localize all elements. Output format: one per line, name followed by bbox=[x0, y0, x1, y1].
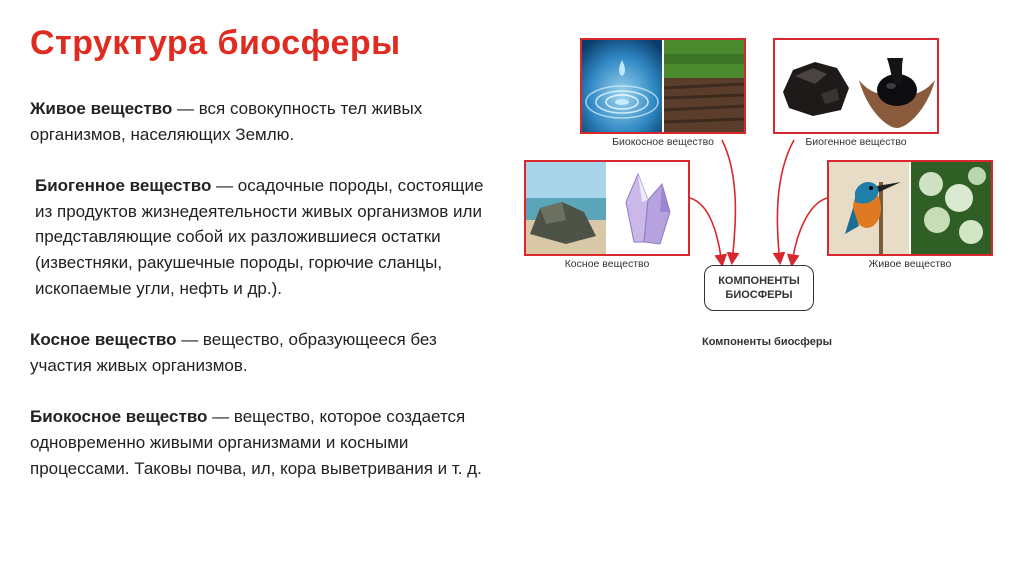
definition-kosnoe bbox=[30, 327, 500, 378]
caption-biogennoe: Биогенное вещество bbox=[805, 136, 907, 148]
definition-zhivoe-text: — вся совокупность тел живых организмов, населяющих Землю. bbox=[30, 99, 423, 144]
term-kosnoe: Косное вещество bbox=[30, 330, 177, 350]
definition-biogennoe-text: — осадочные породы, состоящие из продуктов жизнедеятельности живых организмов или представляющие собой их разложившиеся остатки (известняки, ракушечные породы, горючие сланцы, ископаемые угли, нефть и др.). bbox=[35, 176, 484, 298]
figure-caption: Компоненты биосферы bbox=[702, 336, 832, 348]
arrow-from-kosnoe bbox=[690, 198, 722, 264]
components-box-line2: БИОСФЕРЫ bbox=[725, 289, 793, 301]
components-box-line1: КОМПОНЕНТЫ bbox=[718, 275, 800, 287]
definitions-text bbox=[30, 96, 500, 507]
components-box bbox=[704, 265, 814, 311]
term-biokosnoe: Биокосное вещество bbox=[30, 407, 208, 427]
diagram-arrows bbox=[522, 36, 1002, 366]
caption-kosnoe: Косное вещество bbox=[564, 258, 650, 270]
arrow-from-biokosnoe bbox=[722, 140, 735, 262]
caption-biokosnoe: Биокосное вещество bbox=[612, 136, 714, 148]
arrow-from-zhivoe bbox=[792, 198, 827, 264]
caption-zhivoe: Живое вещество bbox=[868, 258, 952, 270]
definition-biokosnoe bbox=[30, 404, 500, 481]
definition-biogennoe bbox=[30, 173, 500, 301]
definition-zhivoe bbox=[30, 96, 500, 147]
biosphere-diagram bbox=[522, 36, 1002, 366]
arrow-from-biogennoe bbox=[777, 140, 794, 262]
definition-biokosnoe-text: — вещество, которое создается одновременно живыми организмами и косными процессами. Таковы почва, ил, кора выветривания и т. д. bbox=[30, 407, 482, 478]
term-zhivoe: Живое вещество bbox=[30, 99, 173, 118]
page-title: Структура биосферы bbox=[30, 24, 401, 62]
definition-kosnoe-text: — вещество, образующееся без участия живых организмов. bbox=[30, 330, 437, 375]
term-biogennoe: Биогенное вещество bbox=[35, 176, 212, 196]
